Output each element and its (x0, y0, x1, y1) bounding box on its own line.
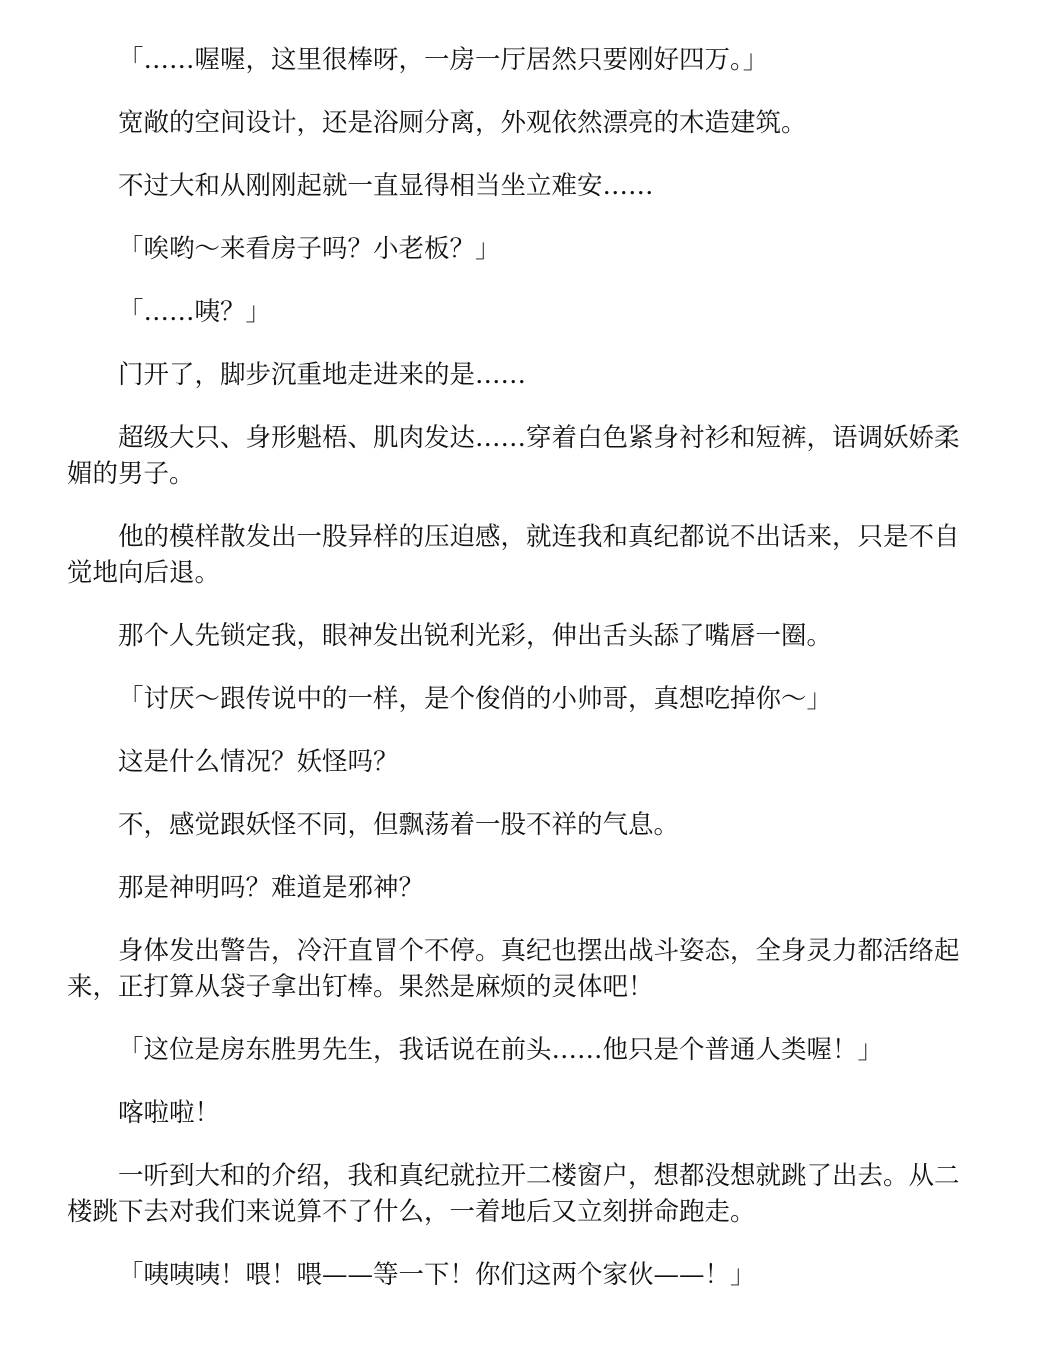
paragraph: 「……喔喔，这里很棒呀，一房一厅居然只要刚好四万。」 (118, 45, 769, 75)
paragraph: 喀啦啦！ (118, 1098, 221, 1128)
paragraph: 「唉哟～来看房子吗？小老板？」 (118, 234, 501, 264)
paragraph: 一听到大和的介绍，我和真纪就拉开二楼窗户，想都没想就跳了出去。从二楼跳下去对我们来说算不了什么，一着地后又立刻拼命跑走。 (67, 1161, 960, 1227)
paragraph: 那是神明吗？难道是邪神？ (118, 873, 425, 903)
paragraph: 宽敞的空间设计，还是浴厕分离，外观依然漂亮的木造建筑。 (118, 108, 807, 138)
paragraph: 身体发出警告，冷汗直冒个不停。真纪也摆出战斗姿态，全身灵力都活络起来，正打算从袋子拿出钉棒。果然是麻烦的灵体吧！ (67, 936, 960, 1002)
paragraph: 不，感觉跟妖怪不同，但飘荡着一股不祥的气息。 (118, 810, 680, 840)
paragraph: 超级大只、身形魁梧、肌肉发达……穿着白色紧身衬衫和短裤，语调妖娇柔媚的男子。 (67, 423, 960, 489)
paragraph: 那个人先锁定我，眼神发出锐利光彩，伸出舌头舔了嘴唇一圈。 (118, 621, 833, 651)
paragraph: 这是什么情况？妖怪吗？ (118, 747, 399, 777)
document-page (67, 42, 973, 1320)
paragraph: 不过大和从刚刚起就一直显得相当坐立难安…… (118, 171, 654, 201)
paragraph: 他的模样散发出一股异样的压迫感，就连我和真纪都说不出话来，只是不自觉地向后退。 (67, 522, 960, 588)
paragraph: 「……咦？」 (118, 297, 272, 327)
paragraph: 「咦咦咦！喂！喂——等一下！你们这两个家伙——！」 (118, 1260, 756, 1290)
paragraph: 「讨厌～跟传说中的一样，是个俊俏的小帅哥，真想吃掉你～」 (118, 684, 833, 714)
paragraph: 门开了，脚步沉重地走进来的是…… (118, 360, 527, 390)
paragraph: 「这位是房东胜男先生，我话说在前头……他只是个普通人类喔！」 (118, 1035, 884, 1065)
